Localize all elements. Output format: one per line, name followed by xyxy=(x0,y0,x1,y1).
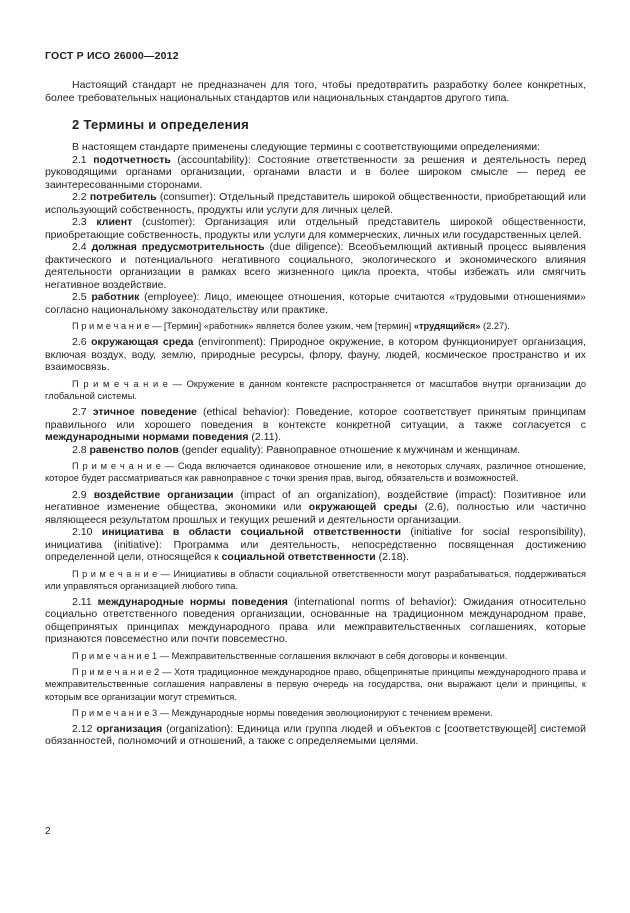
bold-text-run: должная предусмотрительность xyxy=(91,241,265,253)
text-run: П р и м е ч а н и е 3 — Международные нормы поведения эволюционируют с течением времени. xyxy=(72,707,493,718)
bold-text-run: окружающей среды xyxy=(308,501,418,514)
term-2-4 xyxy=(45,241,586,291)
bold-text-run: инициатива в области социальной ответственности xyxy=(101,526,402,539)
term-2-1 xyxy=(45,154,586,192)
term-note xyxy=(45,320,586,332)
term-2-3 xyxy=(45,216,586,241)
bold-text-run: клиент xyxy=(96,216,133,228)
text-run: 2 Термины и определения xyxy=(72,117,250,132)
running-header: ГОСТ Р ИСО 26000—2012 xyxy=(45,50,179,62)
paragraph xyxy=(45,79,586,104)
text-run: (2.18). xyxy=(375,551,409,564)
text-run: 2.3 xyxy=(72,216,97,228)
text-run: 2.1 xyxy=(72,153,94,166)
term-2-9 xyxy=(45,489,586,527)
bold-text-run: «трудящийся» xyxy=(413,321,481,331)
text-run: 2.6 xyxy=(72,336,92,349)
text-run: (initiative for social responsibility), инициатива (initiative): Программа или деятельность, непосредственно посвященная достижению определенной цели, относящейся к xyxy=(45,526,586,564)
text-run: 2.9 xyxy=(72,488,94,501)
bold-text-run: потребитель xyxy=(89,191,157,203)
text-run: В настоящем стандарте применены следующие термины с соответствующими определениями: xyxy=(72,141,541,153)
text-run: 2.2 xyxy=(72,191,90,203)
term-note xyxy=(45,650,586,662)
text-run: (2.6), полностью или частично являющееся результатом прошлых и текущих решений и деятельности организации. xyxy=(45,501,586,526)
text-run: (employee): Лицо, имеющее отношения, которые считаются «трудовыми отношениями» согласно национальному законодательству или практике. xyxy=(45,291,587,316)
term-note xyxy=(45,666,586,703)
text-run: 2.8 xyxy=(72,443,90,456)
text-run: 2.11 xyxy=(72,595,98,608)
text-run: (accountability): Состояние ответственности за решения и деятельность перед руководящими органами организации, органами власти и в более широком смысле — перед ее заинтересованными сторонами. xyxy=(45,153,586,191)
text-run: (customer): Организация или отдельный представитель широкой общественности, приобретающие собственность, продукты или услуги для коммерческих, личных или государственных целей. xyxy=(45,216,586,241)
term-note xyxy=(45,707,586,719)
text-run: (ethical behavior): Поведение, которое соответствует принятым принципам правильного или хорошего поведения в контексте конкретной ситуации, а также согласуется с xyxy=(45,406,587,431)
bold-text-run: международные нормы поведения xyxy=(97,595,288,608)
paragraph xyxy=(45,141,586,154)
bold-text-run: международными нормами поведения xyxy=(45,431,249,444)
term-2-11 xyxy=(45,596,586,646)
text-run: (2.11). xyxy=(248,431,281,444)
text-run: П р и м е ч а н и е 2 — Хотя традиционное международное право, общепринятые принципы международного права и межправительственные соглашения направлены в первую очередь на государства, они выражают цели и принципы, к которым все организации могут стремиться. xyxy=(45,667,586,702)
text-run: П р и м е ч а н и е — Инициативы в области социальной ответственности могут разрабатываться, поддерживаться или управляться организацией любого типа. xyxy=(45,568,586,591)
bold-text-run: социальной ответственности xyxy=(221,551,376,564)
term-2-12 xyxy=(45,723,586,748)
text-run: (2.27). xyxy=(480,321,510,331)
bold-text-run: работник xyxy=(91,291,140,303)
page-number: 2 xyxy=(45,826,51,837)
text-run: 2.10 xyxy=(72,526,102,539)
term-note xyxy=(45,460,586,484)
text-run: П р и м е ч а н и е — Окружение в данном контексте распространяется от масштабов внутри организации до глобальной системы. xyxy=(45,378,586,401)
term-2-7 xyxy=(45,406,586,444)
text-run: (gender equality): Равноправное отношение к мужчинам и женщинам. xyxy=(178,443,521,456)
text-run: П р и м е ч а н и е — Сюда включается одинаковое отношение или, в некоторых случаях, различное отношение, которое будет рассматриваться как равноправное с точки зрения прав, выгод, обязательств и возможностей. xyxy=(45,461,586,484)
term-2-5 xyxy=(45,291,586,316)
term-note xyxy=(45,378,586,402)
term-2-2 xyxy=(45,191,586,216)
bold-text-run: воздействие организации xyxy=(93,488,234,501)
text-run: (consumer): Отдельный представитель широкой общественности, приобретающий или использующий собственность, продукты или услуги для личных целей. xyxy=(45,191,586,216)
text-run: 2.12 xyxy=(72,722,97,735)
document-body xyxy=(45,79,586,748)
text-run: П р и м е ч а н и е — [Термин] «работник» является более узким, чем [термин] xyxy=(72,321,414,331)
text-run: П р и м е ч а н и е 1 — Межправительственные соглашения включают в себя договоры и конвенции. xyxy=(72,650,508,661)
text-run: 2.4 xyxy=(72,241,92,253)
text-run: (impact of an organization), воздействие (impact): Позитивное или негативное изменение общества, экономики или xyxy=(45,488,587,514)
text-run: Настоящий стандарт не предназначен для того, чтобы предотвратить разработку более конкретных, более требовательных национальных стандартов или национальных стандартов другого типа. xyxy=(45,79,586,104)
text-run: 2.5 xyxy=(72,291,92,303)
term-2-10 xyxy=(45,526,586,564)
bold-text-run: организация xyxy=(96,722,163,735)
text-run: (organization): Единица или группа людей и объектов с [соответствующей] системой обязанностей, полномочий и отношений, а также с определяемыми целями. xyxy=(45,722,586,748)
term-2-6 xyxy=(45,336,586,374)
bold-text-run: равенство полов xyxy=(89,443,179,456)
text-run: 2.7 xyxy=(72,406,93,419)
section-heading xyxy=(45,117,586,132)
term-note xyxy=(45,568,586,592)
bold-text-run: окружающая среда xyxy=(91,336,194,349)
term-2-8 xyxy=(45,444,586,457)
text-run: (environment): Природное окружение, в котором функционирует организация, включая воздух, воду, землю, природные ресурсы, флору, фауну, людей, космическое пространство и их взаимосвязь. xyxy=(45,336,587,374)
bold-text-run: подотчетность xyxy=(93,153,171,166)
text-run: (due diligence): Всеобъемлющий активный процесс выявления фактического и потенциального негативного социального, экологического и экономического влияния деятельности организации в рамках всего жизненного цикла проекта, чтобы избежать или смягчить негативное воздействие. xyxy=(45,241,586,291)
bold-text-run: этичное поведение xyxy=(92,406,197,419)
text-run: (international norms of behavior): Ожидания относительно социально ответственного поведения организации, основанные на традиционном международном праве, общепринятых принципах международного права или межправительственных соглашениях, которые признаются повсеместно или почти повсеместно. xyxy=(45,595,586,646)
